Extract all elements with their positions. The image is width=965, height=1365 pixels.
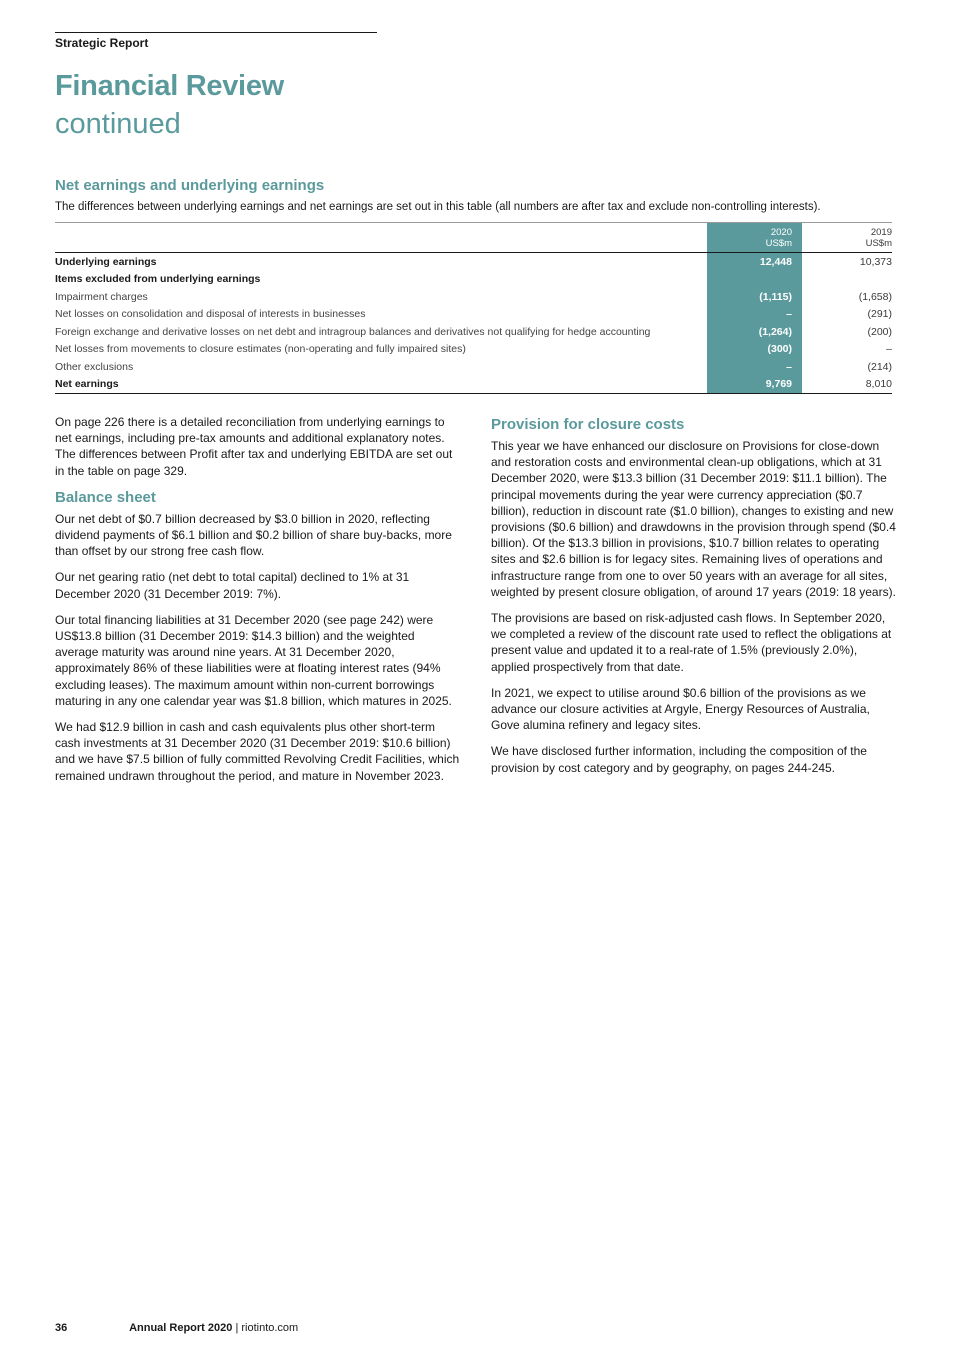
header-2020-year: 2020 bbox=[770, 226, 792, 238]
value-2019: (291) bbox=[867, 308, 892, 321]
table-header-2020 bbox=[707, 223, 802, 253]
value-2020: (1,115) bbox=[707, 288, 802, 306]
value-2020: – bbox=[707, 306, 802, 324]
value-2020: 12,448 bbox=[707, 253, 802, 271]
row-label: Other exclusions bbox=[55, 360, 134, 373]
table-row bbox=[55, 376, 892, 394]
header-2020-unit: US$m bbox=[765, 237, 792, 249]
closure-paragraph-3: In 2021, we expect to utilise around $0.6 billion of the provisions as we advance our closure activities at Argyle, Energy Resources of Australia, Gove alumina refinery and legacy sites. bbox=[491, 685, 870, 733]
reconciliation-paragraph: On page 226 there is a detailed reconciliation from underlying earnings to net earnings, including pre-tax amounts and additional explanatory notes. The differences between Profit after tax and underlying EBITDA are set out in the table on page 329. bbox=[55, 415, 453, 478]
table-row bbox=[55, 288, 892, 306]
net-earnings-heading: Net earnings and underlying earnings bbox=[55, 177, 325, 194]
value-2019: 10,373 bbox=[859, 255, 892, 268]
page-title: Financial Review bbox=[55, 70, 284, 102]
page-subtitle: continued bbox=[55, 108, 181, 140]
balance-paragraph-2: Our net gearing ratio (net debt to total capital) declined to 1% at 31 December 2020 (31 December 2019: 7%). bbox=[55, 570, 410, 601]
closure-paragraph-2: The provisions are based on risk-adjusted cash flows. In September 2020, we completed a review of the discount rate used to reflect the obligations at present value and updated it to a real-rate of 1.5% (previously 2.0%), applied prospectively from that date. bbox=[491, 611, 892, 674]
row-label: Net losses from movements to closure estimates (non-operating and fully impaired sites) bbox=[55, 343, 466, 356]
balance-paragraph-4: We had $12.9 billion in cash and cash equivalents plus other short-term cash investments at 31 December 2020 (31 December 2019: $10.6 billion) and we have $7.5 billion of fully committed Revolving Credit Facilities, which remained undrawn throughout the period, and mature in November 2023. bbox=[55, 720, 460, 783]
row-label: Net earnings bbox=[55, 376, 707, 394]
value-2019: – bbox=[886, 343, 892, 356]
balance-sheet-heading: Balance sheet bbox=[55, 488, 156, 506]
table-header-2019 bbox=[830, 223, 892, 253]
table-row bbox=[55, 323, 892, 341]
top-rule bbox=[55, 32, 377, 33]
net-earnings-intro: The differences between underlying earnings and net earnings are set out in this table (all numbers are after tax and exclude non-controlling interests). bbox=[55, 201, 821, 213]
header-2019-year: 2019 bbox=[870, 226, 892, 238]
closure-costs-heading: Provision for closure costs bbox=[491, 416, 685, 433]
header-2019-unit: US$m bbox=[865, 237, 892, 249]
report-name: Annual Report 2020 bbox=[129, 1322, 233, 1334]
section-label: Strategic Report bbox=[55, 36, 149, 50]
website-link[interactable]: riotinto.com bbox=[241, 1322, 299, 1334]
value-2019 bbox=[830, 271, 892, 289]
table-row bbox=[55, 253, 892, 271]
right-column bbox=[491, 414, 896, 786]
footer-separator: | bbox=[235, 1322, 239, 1334]
page-footer bbox=[55, 1322, 298, 1334]
table-row bbox=[55, 341, 892, 359]
value-2020: – bbox=[707, 358, 802, 376]
table-row bbox=[55, 271, 892, 289]
net-earnings-table bbox=[55, 222, 892, 394]
value-2019: (214) bbox=[867, 360, 892, 373]
balance-paragraph-3: Our total financing liabilities at 31 December 2020 (see page 242) were US$13.8 billion (31 December 2019: $14.3 billion) and the weighted average maturity was around nine years. At 31 December 2020, approximately 86% of these liabilities were at floating interest rates (94% excluding leases). The maximum amount within non-current borrowings maturing in any one calendar year was $1.8 billion, which matures in 2025. bbox=[55, 612, 452, 708]
row-label: Items excluded from underlying earnings bbox=[55, 273, 261, 286]
row-label: Impairment charges bbox=[55, 290, 148, 303]
closure-paragraph-1: This year we have enhanced our disclosure on Provisions for close-down and restoration costs and environmental clean-up obligations, which at 31 December 2020, were $13.3 billion (31 December 2019: $11.1 billion). The principal movements during the year were currency appreciation ($0.7 billion), reduction in discount rate ($1.0 billion), changes to existing and new provisions ($0.6 billion) and drawdowns in the provision through spend ($0.4 billion). Of the $13.3 billion in provisions, $10.7 billion relates to operating sites and $2.6 billion is for legacy sites. Remaining lives of operations and infrastructure range from one to over 50 years with an average for all sites, weighted by present closure obligation, of around 17 years (2019: 18 years). bbox=[491, 439, 896, 599]
value-2019: (200) bbox=[867, 325, 892, 338]
table-row bbox=[55, 306, 892, 324]
left-column bbox=[55, 414, 460, 794]
value-2020: 9,769 bbox=[707, 376, 802, 394]
value-2019: 8,010 bbox=[830, 376, 892, 394]
page-number: 36 bbox=[55, 1322, 68, 1334]
row-label: Underlying earnings bbox=[55, 255, 157, 268]
balance-paragraph-1: Our net debt of $0.7 billion decreased by $3.0 billion in 2020, reflecting dividend payments of $6.1 billion and $0.2 billion of share buy-backs, more than offset by our strong free cash flow. bbox=[55, 511, 452, 559]
value-2020: (1,264) bbox=[707, 323, 802, 341]
value-2020 bbox=[707, 271, 802, 289]
table-row bbox=[55, 358, 892, 376]
table-header-row bbox=[55, 223, 892, 253]
table-header-label bbox=[55, 223, 707, 253]
row-label: Foreign exchange and derivative losses on net debt and intragroup balances and derivatives not qualifying for hedge accounting bbox=[55, 325, 651, 338]
row-label: Net losses on consolidation and disposal of interests in businesses bbox=[55, 308, 366, 321]
value-2019: (1,658) bbox=[858, 290, 892, 303]
value-2020: (300) bbox=[707, 341, 802, 359]
closure-paragraph-4: We have disclosed further information, including the composition of the provision by cost category and by geography, on pages 244-245. bbox=[491, 744, 867, 775]
